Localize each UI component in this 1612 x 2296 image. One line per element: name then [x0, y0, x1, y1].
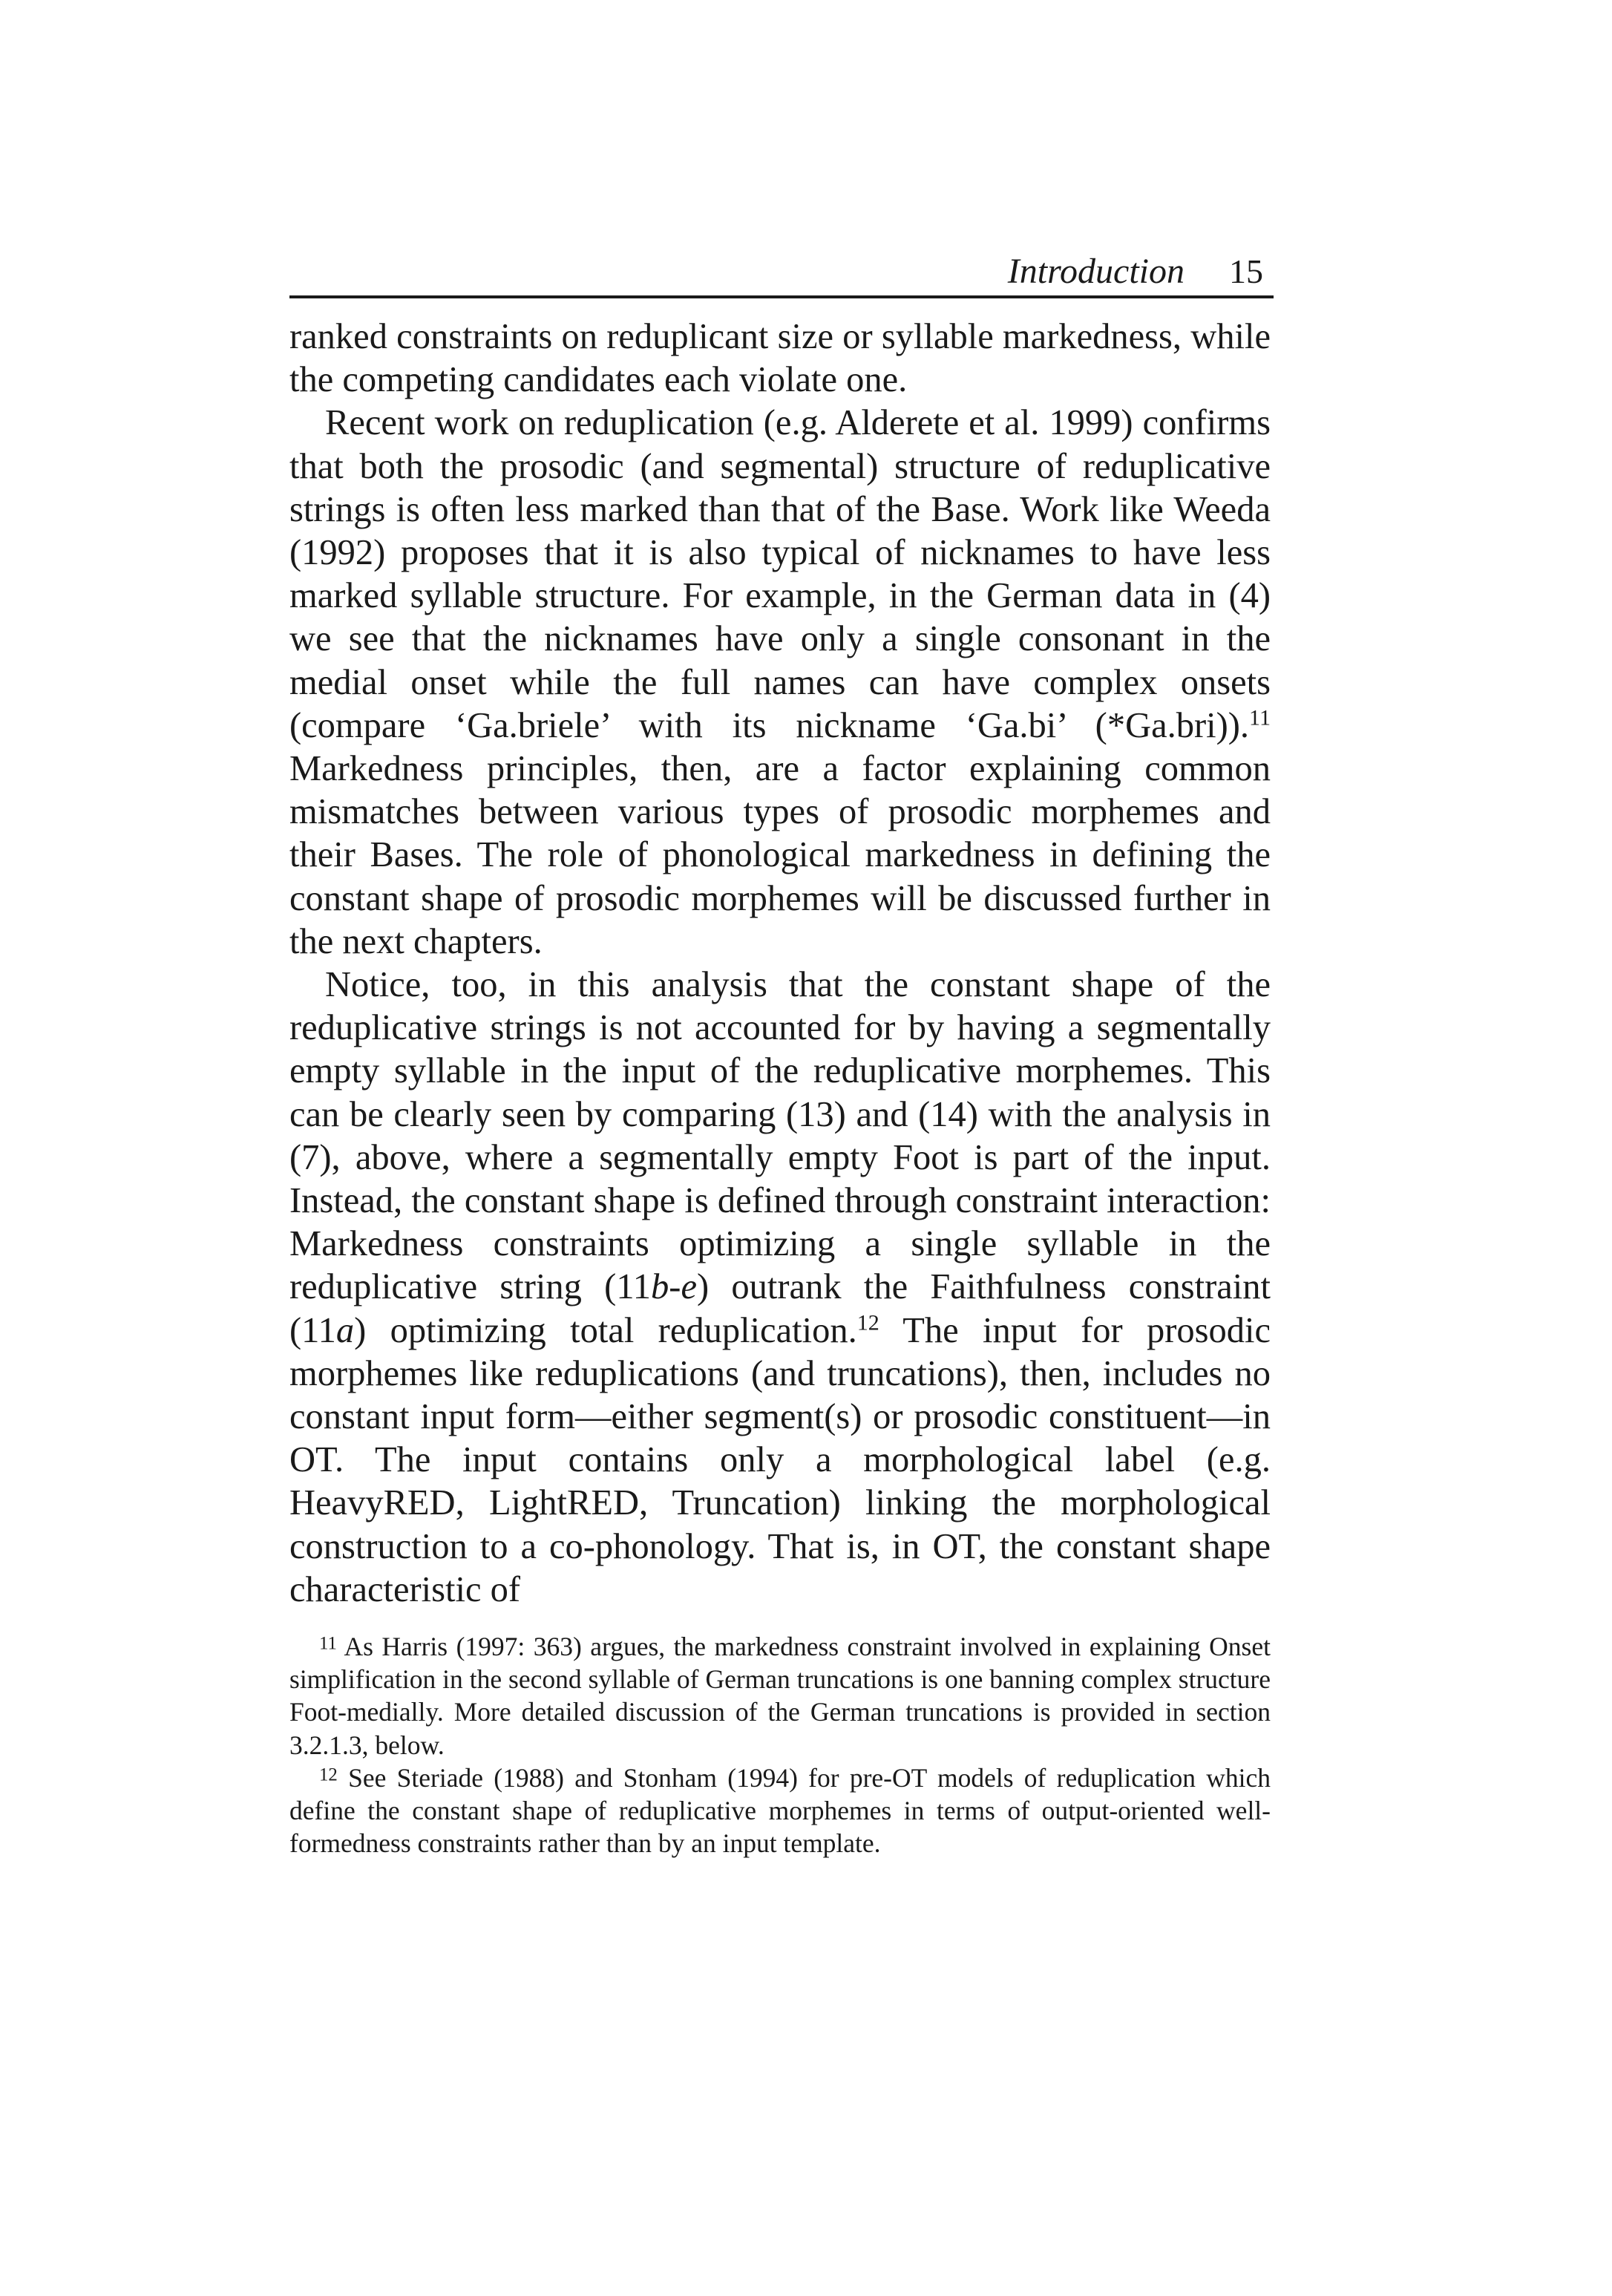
- paragraph-1-text: ranked constraints on reduplicant size or syllable markedness, while the competing candidates each violate one.: [289, 317, 1271, 400]
- footnote-11-number: 11: [319, 1633, 337, 1654]
- footnote-12: [289, 1762, 1271, 1860]
- paragraph-3-text-b: ) outrank the Faithfulness constraint (11: [289, 1267, 1271, 1350]
- footnote-11: [289, 1630, 1271, 1762]
- footnote-ref-11: 11: [1249, 704, 1271, 730]
- paragraph-2: [289, 402, 1271, 964]
- footnote-12-number: 12: [319, 1764, 338, 1785]
- paragraph-2-text-b: Markedness principles, then, are a factor explaining common mismatches between various types of prosodic morphemes and their Bases. The role of phonological markedness in defining the constant shape of prosodic morphemes will be discussed further in the next chapters.: [289, 749, 1271, 961]
- footnote-11-text: As Harris (1997: 363) argues, the markedness constraint involved in explaining Onset simplification in the second syllable of German truncations is one banning complex structure Foot-medially. More detailed discussion of the German truncations is provided in section 3.2.1.3, below.: [289, 1632, 1271, 1760]
- paragraph-1: [289, 315, 1271, 402]
- running-title: Introduction: [1007, 252, 1185, 291]
- footnote-12-text: See Steriade (1988) and Stonham (1994) for pre-OT models of reduplication which define the constant shape of reduplicative morphemes in terms of output-oriented well-formedness constraints rather than by an input template.: [289, 1762, 1271, 1859]
- footnote-ref-12: 12: [856, 1309, 879, 1335]
- running-head: [289, 243, 1274, 298]
- paragraph-3-italic-a: a: [335, 1310, 355, 1350]
- paragraph-3-italic-b: b: [651, 1267, 669, 1307]
- body-text: [289, 315, 1271, 1612]
- paragraph-3-italic-e: e: [681, 1267, 697, 1307]
- footnotes: [289, 1630, 1271, 1860]
- paragraph-3-text-c: ) optimizing total reduplication.: [354, 1310, 857, 1350]
- page-number: 15: [1229, 252, 1263, 290]
- paragraph-2-text-a: Recent work on reduplication (e.g. Alderete et al. 1999) confirms that both the prosodic (and segmental) structure of reduplicative strings is often less marked than that of the Base. Work like Weeda (1992) proposes that it is also typical of nicknames to have less marked syllable structure. For example, in the German data in (4) we see that the nicknames have only a single consonant in the medial onset while the full names can have complex onsets (compare ‘Ga.briele’ with its nickname ‘Ga.bi’ (*Ga.bri)).: [289, 403, 1271, 745]
- paragraph-3-text-a: Notice, too, in this analysis that the constant shape of the reduplicative strings is not accounted for by having a segmentally empty syllable in the input of the reduplicative morphemes. This can be clearly seen by comparing (13) and (14) with the analysis in (7), above, where a segmentally empty Foot is part of the input. Instead, the constant shape is defined through constraint interaction: Markedness constraints optimizing a single syllable in the reduplicative string (11: [289, 965, 1271, 1307]
- paragraph-3-dash: -: [669, 1267, 681, 1307]
- paragraph-3: [289, 964, 1271, 1612]
- paragraph-3-text-d: The input for prosodic morphemes like reduplications (and truncations), then, includes no constant input form—either segment(s) or prosodic constituent—in OT. The input contains only a morphological label (e.g. HeavyRED, LightRED, Truncation) linking the morphological construction to a co-phonology. That is, in OT, the constant shape characteristic of: [289, 1310, 1271, 1609]
